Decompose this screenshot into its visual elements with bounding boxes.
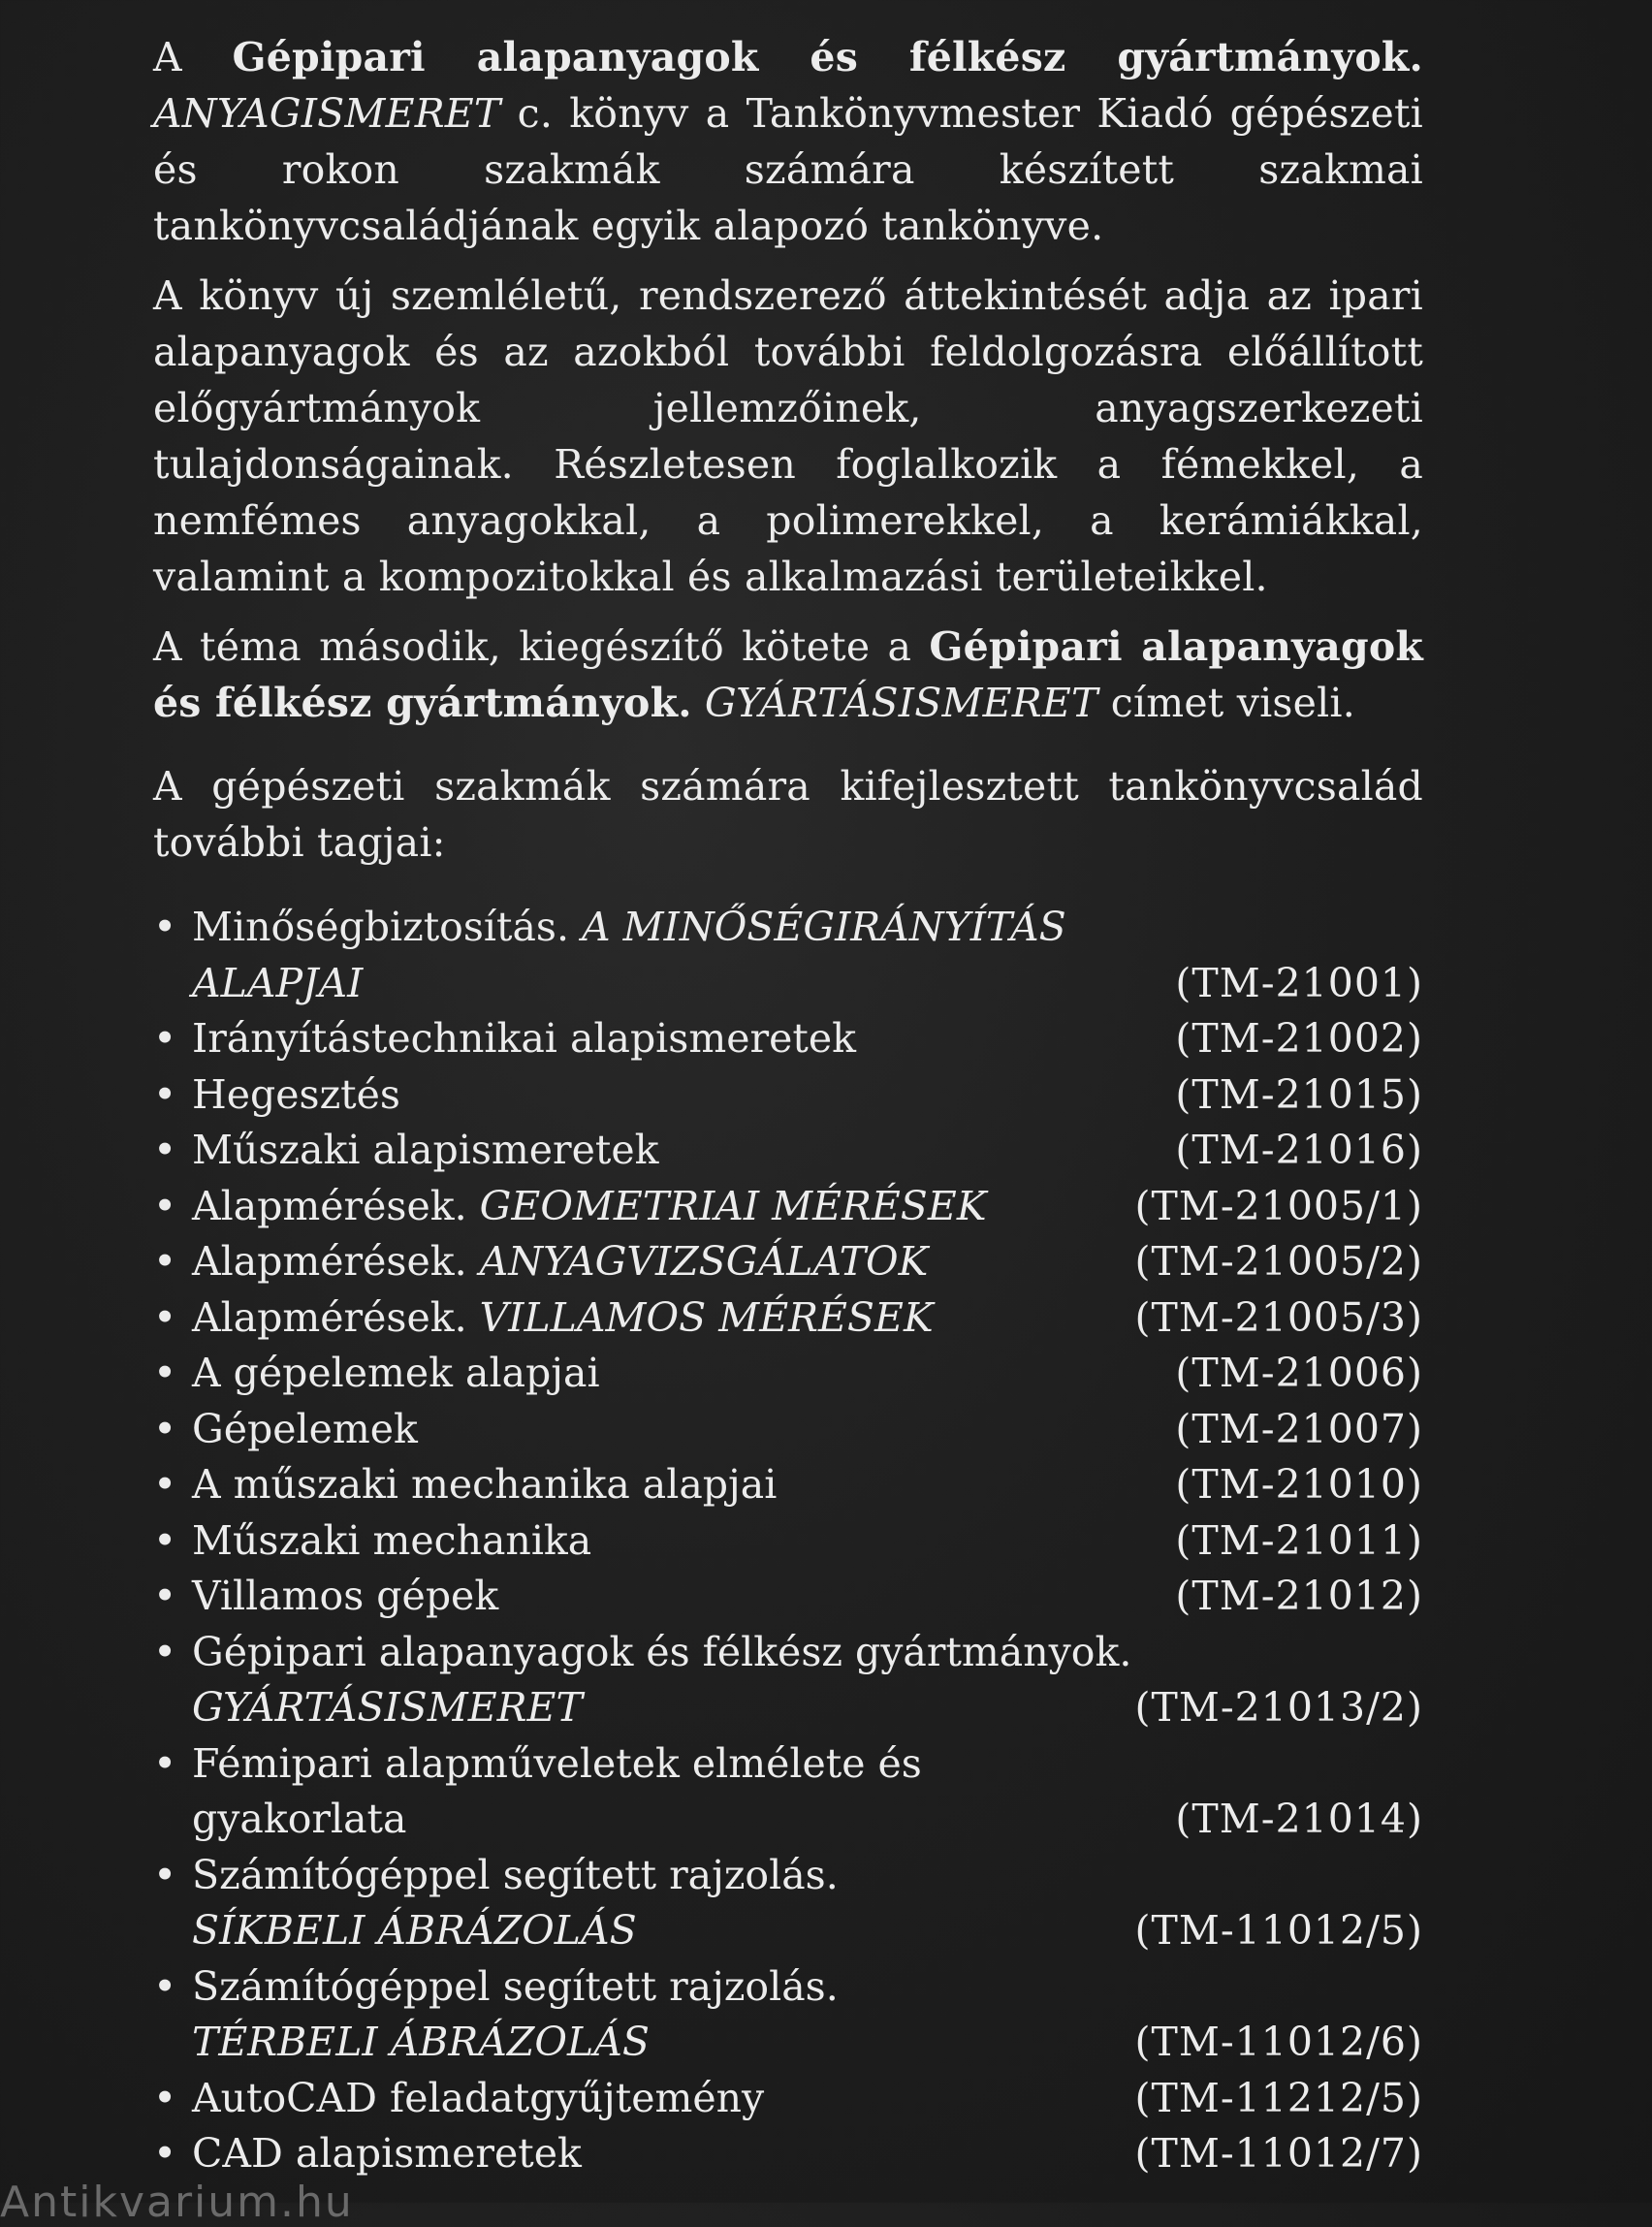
book-subtitle: ALAPJAI bbox=[192, 959, 364, 1006]
book-subtitle: ANYAGISMERET bbox=[153, 90, 501, 137]
companion-book-title: Gépipari alapanyagok és félkész gyártmányok. bbox=[153, 623, 1423, 726]
book-title-text: CAD alapismeretek bbox=[192, 2130, 582, 2177]
book-code: (TM-21016) bbox=[1175, 1127, 1423, 1173]
list-item bbox=[153, 1290, 1423, 1347]
book-subtitle: TÉRBELI ÁBRÁZOLÁS bbox=[192, 2019, 650, 2065]
book-title bbox=[192, 1346, 600, 1402]
book-title bbox=[192, 1569, 498, 1625]
book-subtitle: GEOMETRIAI MÉRÉSEK bbox=[466, 1182, 987, 1229]
book-title: Gépipari alapanyagok és félkész gyártmányok. bbox=[232, 34, 1423, 80]
bullet-icon: • bbox=[153, 1739, 177, 1787]
list-item bbox=[153, 1457, 1423, 1513]
book-title-text: Számítógéppel segített rajzolás. bbox=[192, 1851, 839, 1898]
list-item bbox=[153, 1569, 1423, 1625]
list-item bbox=[153, 1402, 1423, 1458]
book-title bbox=[192, 900, 1066, 956]
book-title-continued bbox=[192, 1680, 583, 1736]
bullet-icon: • bbox=[153, 1516, 177, 1564]
book-code: (TM-21015) bbox=[1175, 1070, 1423, 1118]
book-title-text: A műszaki mechanika alapjai bbox=[192, 1461, 778, 1508]
list-item bbox=[153, 1513, 1423, 1570]
book-title bbox=[192, 1179, 986, 1235]
book-title-text: Villamos gépek bbox=[192, 1573, 499, 1619]
book-title-text: gyakorlata bbox=[192, 1796, 407, 1842]
book-title bbox=[192, 1067, 400, 1124]
list-item bbox=[153, 900, 1423, 1011]
book-title bbox=[192, 1736, 922, 1793]
book-title bbox=[192, 1959, 839, 2016]
book-code: (TM-21005/3) bbox=[1134, 1293, 1423, 1341]
book-title bbox=[192, 1402, 418, 1458]
list-item bbox=[153, 1848, 1423, 1959]
bullet-icon: • bbox=[153, 1238, 177, 1285]
book-title-continued bbox=[192, 956, 363, 1012]
bullet-icon: • bbox=[153, 1405, 177, 1452]
book-title-text: Alapmérések. bbox=[192, 1238, 467, 1285]
book-code: (TM-11012/6) bbox=[1134, 2019, 1423, 2065]
companion-book-subtitle: GYÁRTÁSISMERET bbox=[691, 680, 1098, 726]
list-item bbox=[153, 1067, 1423, 1124]
bullet-icon: • bbox=[153, 1293, 177, 1341]
book-code: (TM-21012) bbox=[1175, 1573, 1423, 1619]
bullet-icon: • bbox=[153, 1461, 177, 1508]
list-item bbox=[153, 1736, 1423, 1848]
bullet-icon: • bbox=[153, 1350, 177, 1396]
bullet-icon: • bbox=[153, 2074, 177, 2121]
book-title-continued bbox=[192, 1792, 406, 1848]
book-code: (TM-21014) bbox=[1175, 1796, 1423, 1842]
book-title-text: Műszaki mechanika bbox=[192, 1516, 592, 1564]
intro-text: c. könyv a Tankönyvmester Kiadó gépészeti és rokon szakmák számára készített szakmai tankönyvcsaládjának egyik alapozó tankönyve. bbox=[153, 90, 1423, 249]
bullet-icon: • bbox=[153, 1573, 177, 1619]
book-title bbox=[192, 1123, 658, 1179]
book-title-continued bbox=[192, 2015, 650, 2071]
list-item bbox=[153, 1123, 1423, 1179]
book-title bbox=[192, 1234, 928, 1290]
bullet-icon: • bbox=[153, 1628, 177, 1675]
book-code: (TM-11212/5) bbox=[1134, 2074, 1423, 2121]
bullet-icon: • bbox=[153, 904, 177, 950]
series-intro: A gépészeti szakmák számára kifejlesztett tankönyvcsalád további tagjai: bbox=[153, 763, 1423, 866]
book-code: (TM-21010) bbox=[1175, 1461, 1423, 1508]
intro-text: A bbox=[153, 34, 233, 80]
book-code: (TM-21006) bbox=[1175, 1350, 1423, 1396]
book-title-text: AutoCAD feladatgyűjtemény bbox=[192, 2074, 765, 2121]
book-title-text: Gépelemek bbox=[192, 1405, 418, 1452]
book-title-continued bbox=[192, 1903, 637, 1959]
book-title-text: Minőségbiztosítás. bbox=[192, 904, 569, 950]
book-title-text: Irányítástechnikai alapismeretek bbox=[192, 1015, 856, 1062]
bullet-icon: • bbox=[153, 1182, 177, 1229]
book-title bbox=[192, 1513, 591, 1570]
book-subtitle: A MINŐSÉGIRÁNYÍTÁS bbox=[569, 904, 1066, 950]
list-item bbox=[153, 1234, 1423, 1290]
book-title bbox=[192, 2071, 764, 2127]
bullet-icon: • bbox=[153, 2130, 177, 2177]
list-item bbox=[153, 1346, 1423, 1402]
list-item bbox=[153, 2071, 1423, 2127]
intro-paragraph-2: A könyv új szemléletű, rendszerező áttekintését adja az ipari alapanyagok és az azokból további feldolgozásra előállított előgyártmányok jellemzőinek, anyagszerkezeti tulajdonságainak. Részletesen foglalkozik a fémekkel, a nemfémes anyagokkal, a polimerekkel, a kerámiákkal, valamint a kompozitokkal és alkalmazási területeikkel. bbox=[153, 272, 1423, 600]
book-code: (TM-21013/2) bbox=[1134, 1684, 1423, 1731]
book-subtitle: VILLAMOS MÉRÉSEK bbox=[466, 1293, 934, 1341]
book-title bbox=[192, 1457, 777, 1513]
list-item bbox=[153, 2126, 1423, 2182]
book-title bbox=[192, 2126, 582, 2182]
book-title bbox=[192, 1290, 934, 1347]
book-code: (TM-21011) bbox=[1175, 1516, 1423, 1564]
book-title-text: Hegesztés bbox=[192, 1070, 400, 1118]
intro-text: címet viseli. bbox=[1097, 680, 1355, 726]
intro-text: A téma második, kiegészítő kötete a bbox=[153, 623, 930, 670]
list-item bbox=[153, 1179, 1423, 1235]
book-subtitle: GYÁRTÁSISMERET bbox=[192, 1684, 583, 1731]
book-title-text: Alapmérések. bbox=[192, 1182, 467, 1229]
bullet-icon: • bbox=[153, 1851, 177, 1898]
book-code: (TM-11012/5) bbox=[1134, 1907, 1423, 1954]
book-code: (TM-21005/2) bbox=[1134, 1238, 1423, 1285]
watermark: Antikvarium.hu bbox=[0, 2178, 354, 2227]
list-item bbox=[153, 1011, 1423, 1067]
book-title bbox=[192, 1625, 1131, 1681]
book-title-text: Alapmérések. bbox=[192, 1293, 467, 1341]
book-code: (TM-21002) bbox=[1175, 1015, 1423, 1062]
book-title-text: Számítógéppel segített rajzolás. bbox=[192, 1962, 839, 2010]
intro-paragraph-3 bbox=[153, 619, 1423, 731]
book-code: (TM-21005/1) bbox=[1134, 1182, 1423, 1229]
book-subtitle: SÍKBELI ÁBRÁZOLÁS bbox=[192, 1907, 637, 1954]
book-title-text: A gépelemek alapjai bbox=[192, 1350, 600, 1396]
book-title-text: Fémipari alapműveletek elmélete és bbox=[192, 1739, 922, 1787]
list-item bbox=[153, 1625, 1423, 1736]
book-code: (TM-21001) bbox=[1175, 959, 1423, 1006]
back-cover-text bbox=[153, 29, 1423, 2182]
book-title-text: Műszaki alapismeretek bbox=[192, 1127, 659, 1173]
book-title-text: Gépipari alapanyagok és félkész gyártmányok. bbox=[192, 1628, 1132, 1675]
book-title bbox=[192, 1848, 839, 1904]
book-list bbox=[153, 900, 1423, 2182]
book-code: (TM-11012/7) bbox=[1134, 2130, 1423, 2177]
bullet-icon: • bbox=[153, 1070, 177, 1118]
bullet-icon: • bbox=[153, 1127, 177, 1173]
bullet-icon: • bbox=[153, 1015, 177, 1062]
bullet-icon: • bbox=[153, 1962, 177, 2010]
list-item bbox=[153, 1959, 1423, 2071]
book-subtitle: ANYAGVIZSGÁLATOK bbox=[466, 1238, 929, 1285]
book-code: (TM-21007) bbox=[1175, 1405, 1423, 1452]
intro-paragraph-1 bbox=[153, 29, 1423, 254]
book-title bbox=[192, 1011, 856, 1067]
